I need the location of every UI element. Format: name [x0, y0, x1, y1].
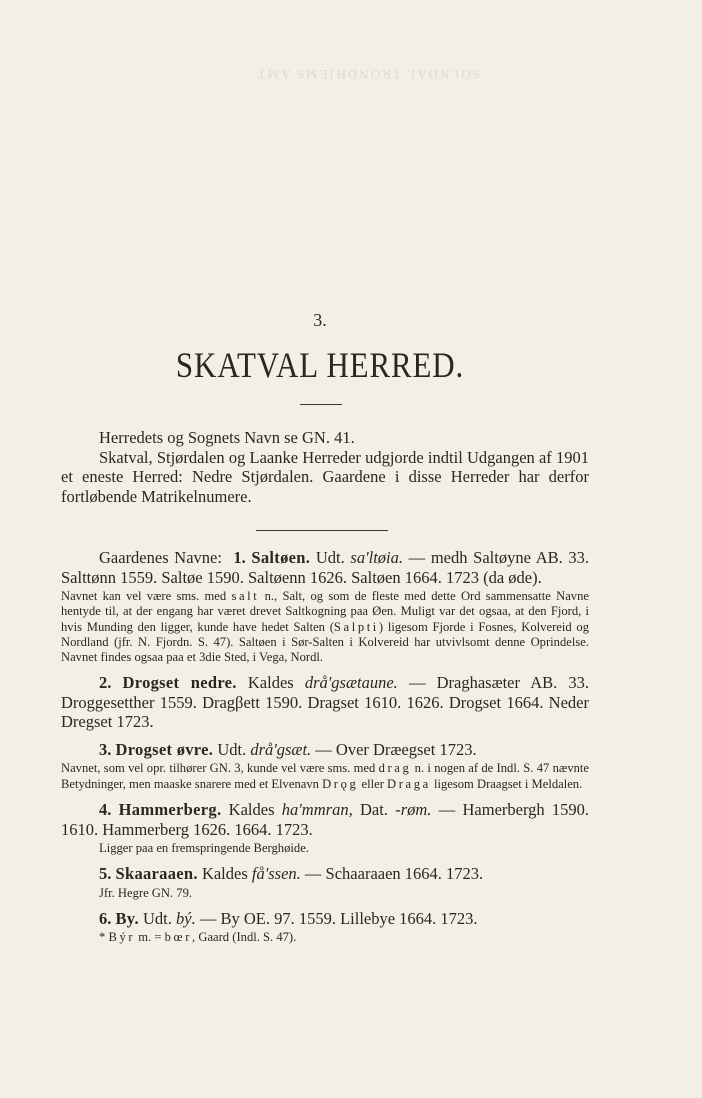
entry-pronunciation-2: -røm.: [395, 800, 432, 820]
entry-pronunciation: ha'mmran,: [281, 800, 353, 820]
entry-6-footnote: [61, 930, 589, 945]
entry-3: [61, 740, 589, 760]
entry-5-note: Jfr. Hegre GN. 79.: [99, 885, 193, 900]
entry-pronunciation: bý.: [176, 909, 196, 929]
entry-prefix: Udt.: [315, 548, 345, 567]
entry-5: [61, 864, 589, 884]
entry-prefix: Udt.: [143, 909, 172, 929]
header-bleed-through: SOLNDAL TRONDHJEMS AMT: [255, 67, 480, 82]
note-text: , Gaard (Indl. S. 47).: [192, 929, 297, 944]
entry-4-note: Ligger paa en fremspringende Berghøide.: [99, 841, 309, 856]
entry-number: 2.: [99, 673, 112, 693]
note-spaced-word: Býr: [108, 929, 136, 944]
entry-prefix: Kaldes: [247, 673, 294, 693]
entry-pronunciation: drå'gsætaune.: [304, 673, 398, 693]
entry-3-note: [61, 761, 589, 792]
note-text: Navnet kan vel være sms. med: [61, 589, 232, 603]
intro-line-1: Herredets og Sognets Navn se GN. 41.: [99, 428, 355, 447]
entry-text: — By OE. 97. 1559. Lillebye 1664. 1723.: [199, 909, 478, 929]
entry-1: [61, 548, 589, 587]
entry-mid: Dat.: [359, 800, 388, 820]
note-spaced-word: drag: [378, 761, 412, 776]
note-text: n., Salt, og som de fleste med dette Ord sammensatte Navne hentyde til, at der engang har været drevet Saltkogning paa Øen. Muligt var det ogsaa, at den Fjord, i hvis Munding den ligger, kunde have hedet Salten (: [61, 589, 589, 634]
entry-number: 6.: [99, 909, 112, 929]
entry-number: 4.: [99, 800, 112, 820]
entry-number: 3.: [99, 739, 112, 759]
entry-text: — Draghasæter AB. 33. Droggesetther 1559. Dragβett 1590. Dragset 1610. 1626. Drogset 1664. Neder Dregset 1723.: [61, 673, 590, 732]
chapter-number: 3.: [313, 310, 327, 330]
entry-2: [61, 673, 589, 732]
entry-name: Saltøen.: [251, 548, 311, 567]
intro-section: [61, 428, 589, 506]
note-text: eller: [358, 776, 388, 791]
note-text: m. =: [135, 929, 165, 944]
entry-name: Hammerberg.: [118, 800, 222, 820]
entry-text: — medh Saltøyne AB. 33. Salttønn 1559. Saltøe 1590. Saltøenn 1626. Saltøen 1664. 1723 (da øde).: [61, 548, 590, 587]
footnote-marker: *: [99, 929, 109, 944]
note-text: ligesom Draagset i Meldalen.: [430, 776, 583, 791]
note-spaced-word: bœr: [164, 929, 193, 944]
entry-pronunciation: få'ssen.: [251, 864, 301, 884]
entry-text: — Schaaraaen 1664. 1723.: [304, 864, 484, 884]
intro-line-2: Skatval, Stjørdalen og Laanke Herreder udgjorde indtil Udgangen af 1901 et eneste Herred: Nedre Stjørdalen. Gaardene i disse Herreder har derfor fortløbende Matrikelnumere.: [61, 447, 589, 506]
entry-pronunciation: sa'ltøia.: [350, 548, 403, 567]
entry-text: — Over Dræegset 1723.: [315, 739, 477, 759]
entry-number: 1.: [233, 548, 246, 567]
note-spaced-word: salt: [231, 589, 260, 603]
note-spaced-word: Drǫg: [322, 776, 359, 791]
title-divider: [300, 404, 342, 405]
entry-prefix: Kaldes: [201, 864, 248, 884]
note-text: Navnet, som vel opr. tilhører GN. 3, kunde vel være sms. med: [61, 761, 379, 776]
entry-prefix: Kaldes: [228, 800, 275, 820]
section-divider: [256, 530, 388, 531]
entry-name: By.: [115, 909, 139, 929]
entry-name: Drogset nedre.: [122, 673, 237, 693]
entry-number: 5.: [99, 864, 112, 884]
entry-name: Skaaraaen.: [115, 864, 198, 884]
note-spaced-word: Draga: [387, 776, 431, 791]
entry-text: — Hamerbergh 1590. 1610. Hammerberg 1626. 1664. 1723.: [61, 800, 590, 839]
page-title: SKATVAL HERRED.: [175, 345, 465, 385]
note-text: n. i nogen af de Indl. S. 47 nævnte Betydninger, men maaske snarere med et Elvenavn: [61, 761, 589, 791]
entry-1-note: [61, 589, 589, 665]
entry-pronunciation: drå'gsæt.: [250, 739, 312, 759]
entry-lead: Gaardenes Navne:: [99, 548, 222, 567]
entry-6: [61, 909, 589, 929]
note-spaced-word: Salpti: [333, 619, 379, 634]
entry-name: Drogset øvre.: [115, 739, 214, 759]
entry-4: [61, 800, 589, 839]
note-text: ) ligesom Fjorde i Fosnes, Kolvereid og Nordland (jfr. N. Fjordn. S. 47). Saltøen i Sør-Salten i Kolvereid har utvivlsomt denne Oprindelse. Navnet findes ogsaa paa et 3die Sted, i Vega, Nordl.: [61, 619, 589, 665]
entry-prefix: Udt.: [217, 739, 247, 759]
farm-entries: [61, 548, 589, 953]
